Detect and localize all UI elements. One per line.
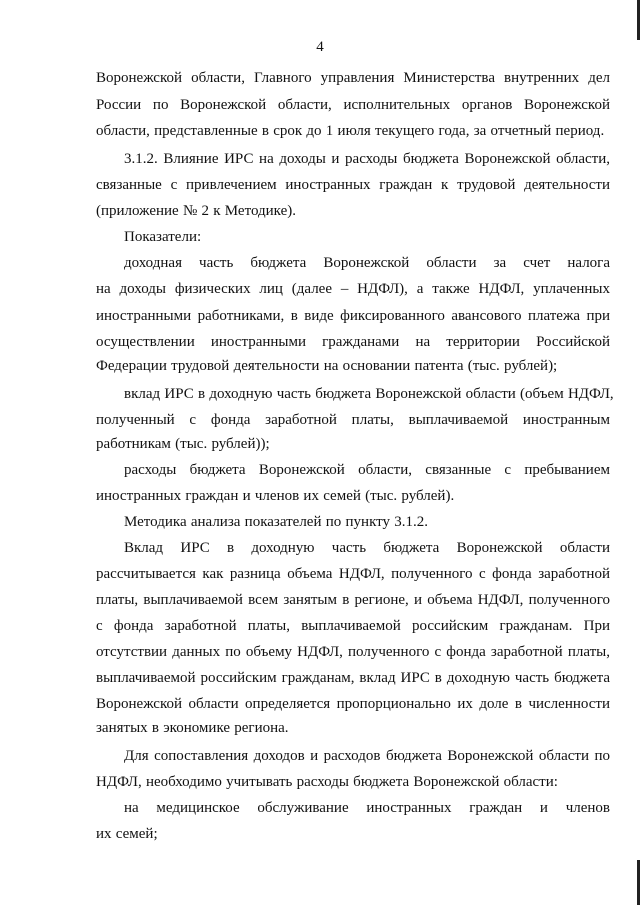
text-line: осуществлении иностранными гражданами на территории Российской <box>96 334 610 350</box>
text-line: доходная часть бюджета Воронежской области за счет налога <box>124 255 610 271</box>
text-line: Методика анализа показателей по пункту 3.1.2. <box>124 514 429 530</box>
text-line: (приложение № 2 к Методике). <box>96 203 296 219</box>
text-line: платы, выплачиваемой всем занятым в регионе, и объема НДФЛ, полученного <box>96 592 610 608</box>
text-line: рассчитывается как разница объема НДФЛ, полученного с фонда заработной <box>96 566 610 582</box>
text-line: области, представленные в срок до 1 июля текущего года, за отчетный период. <box>96 123 605 139</box>
text-line: на доходы физических лиц (далее – НДФЛ), а также НДФЛ, уплаченных <box>96 281 610 297</box>
text-line: отсутствии данных по объему НДФЛ, полученного с фонда заработной платы, <box>96 644 610 660</box>
text-line: полученный с фонда заработной платы, выплачиваемой иностранным <box>96 412 610 428</box>
text-line: Показатели: <box>124 229 202 245</box>
text-line: их семей; <box>96 826 158 842</box>
page-number: 4 <box>316 39 324 55</box>
text-line: Воронежской области определяется пропорционально их доле в численности <box>96 696 610 712</box>
text-line: связанные с привлечением иностранных граждан к трудовой деятельности <box>96 177 610 193</box>
text-line: Федерации трудовой деятельности на основании патента (тыс. рублей); <box>96 358 558 374</box>
text-line: расходы бюджета Воронежской области, связанные с пребыванием <box>124 462 610 478</box>
text-line: занятых в экономике региона. <box>96 720 289 736</box>
text-line: с фонда заработной платы, выплачиваемой российским гражданам. При <box>96 618 610 634</box>
text-line: на медицинское обслуживание иностранных граждан и членов <box>124 800 610 816</box>
text-line: иностранными работниками, в виде фиксированного авансового платежа при <box>96 308 610 324</box>
text-line: Для сопоставления доходов и расходов бюджета Воронежской области по <box>124 748 610 764</box>
text-line: выплачиваемой российским гражданам, вклад ИРС в доходную часть бюджета <box>96 670 610 686</box>
text-line: иностранных граждан и членов их семей (тыс. рублей). <box>96 488 455 504</box>
text-line: России по Воронежской области, исполнительных органов Воронежской <box>96 97 610 113</box>
text-line: Воронежской области, Главного управления Министерства внутренних дел <box>96 70 610 86</box>
text-line: работникам (тыс. рублей)); <box>96 436 270 452</box>
text-line: вклад ИРС в доходную часть бюджета Воронежской области (объем НДФЛ, <box>124 386 614 402</box>
text-line: НДФЛ, необходимо учитывать расходы бюджета Воронежской области: <box>96 774 558 790</box>
text-line: 3.1.2. Влияние ИРС на доходы и расходы бюджета Воронежской области, <box>124 151 610 167</box>
text-line: Вклад ИРС в доходную часть бюджета Воронежской области <box>124 540 610 556</box>
